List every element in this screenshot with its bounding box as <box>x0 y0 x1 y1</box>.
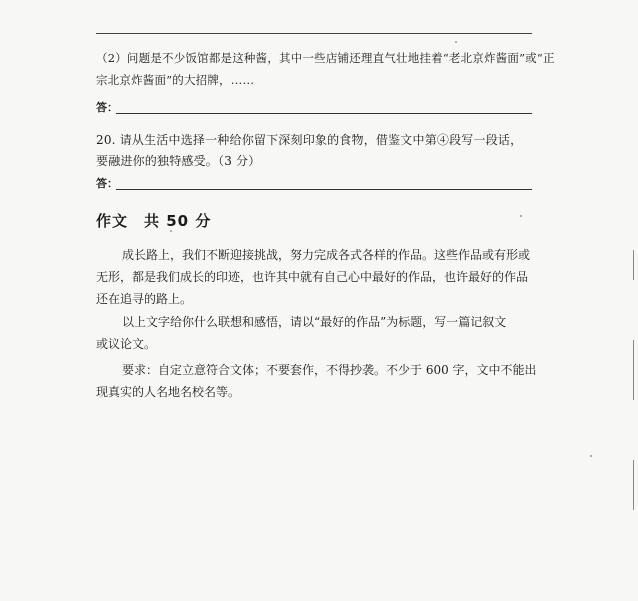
question-2-line-2: 宗北京炸酱面”的大招牌，…… <box>96 73 255 87</box>
question-2-line-1: （2）问题是不少饭馆都是这种酱，其中一些店铺还理直气壮地挂着“老北京炸酱面”或“正 <box>96 51 555 65</box>
essay-prompt-para-1-line-3: 还在追寻的路上。 <box>96 292 193 306</box>
answer-line <box>116 113 532 114</box>
scan-speck <box>170 230 172 232</box>
essay-prompt-para-1-line-1: 成长路上，我们不断迎接挑战，努力完成各式各样的作品。这些作品或有形或 <box>122 248 531 262</box>
essay-requirements-line-2: 现真实的人名地名校名等。 <box>96 385 241 399</box>
essay-prompt-para-2-line-2: 或议论文。 <box>96 337 157 351</box>
essay-prompt-para-1-line-2: 无形，都是我们成长的印迹，也许其中就有自己心中最好的作品，也许最好的作品 <box>96 270 529 284</box>
scan-edge-mark <box>633 340 634 400</box>
question-20-line-2: 要融进你的独特感受。（3 分） <box>96 154 261 168</box>
scan-speck <box>590 455 592 457</box>
scan-edge-mark <box>633 250 634 280</box>
answer-area-question-2[interactable] <box>96 101 532 117</box>
answer-area-question-20[interactable] <box>96 177 532 193</box>
answer-label: 答： <box>96 177 118 190</box>
scan-edge-mark <box>633 460 634 510</box>
top-answer-line <box>96 33 532 34</box>
answer-label: 答： <box>96 101 118 114</box>
question-20-line-1: 20. 请从生活中选择一种给你留下深刻印象的食物，借鉴文中第④段写一段话， <box>96 133 523 147</box>
essay-prompt-para-2-line-1: 以上文字给你什么联想和感悟，请以“最好的作品”为标题，写一篇记叙文 <box>122 315 507 329</box>
scan-speck <box>520 215 522 217</box>
scan-speck <box>455 41 457 43</box>
answer-line <box>116 189 532 190</box>
essay-requirements-line-1: 要求：自定立意符合文体；不要套作，不得抄袭。不少于 600 字，文中不能出 <box>122 363 537 377</box>
essay-section-title: 作文 共 50 分 <box>96 212 212 230</box>
